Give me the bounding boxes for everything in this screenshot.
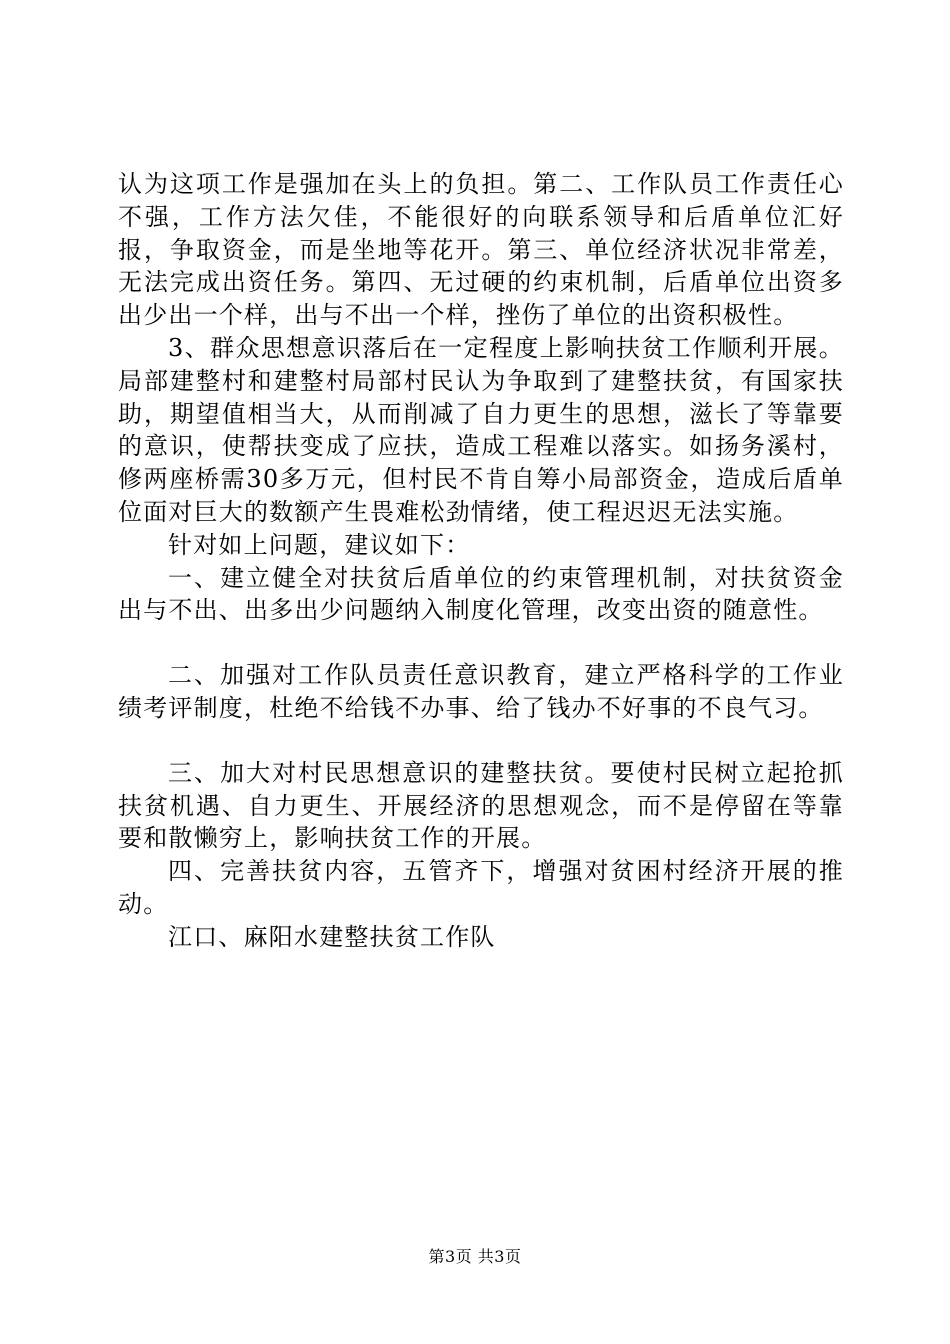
paragraph-suggestions-intro: 针对如上问题，建议如下： (168, 530, 471, 559)
document-body (118, 168, 844, 954)
page-number-footer: 第3页 共3页 (428, 1247, 522, 1266)
paragraph-point-3: 3、群众思想意识落后在一定程度上影响扶贫工作顺利开展。局部建整村和建整村局部村民认为争取到了建整扶贫，有国家扶助，期望值相当大，从而削减了自力更生的思想，滋长了等靠要的意识，使帮扶变成了应扶，造成工程难以落实。如扬务溪村，修两座桥需30多万元，但村民不肯自筹小局部资金，造成后盾单位面对巨大的数额产生畏难松劲情绪，使工程迟迟无法实施。 (118, 333, 844, 526)
paragraph-continuation: 认为这项工作是强加在头上的负担。第二、工作队员工作责任心不强，工作方法欠佳，不能很好的向联系领导和后盾单位汇好报，争取资金，而是坐地等花开。第三、单位经济状况非常差，无法完成出资任务。第四、无过硬的约束机制，后盾单位出资多出少出一个样，出与不出一个样，挫伤了单位的出资积极性。 (118, 170, 844, 330)
paragraph-suggestion-1: 一、建立健全对扶贫后盾单位的约束管理机制，对扶贫资金出与不出、出多出少问题纳入制度化管理，改变出资的随意性。 (118, 563, 844, 625)
paragraph-suggestion-2: 二、加强对工作队员责任意识教育，建立严格科学的工作业绩考评制度，杜绝不给钱不办事、给了钱办不好事的不良气习。 (118, 661, 844, 722)
paragraph-suggestion-4: 四、完善扶贫内容，五管齐下，增强对贫困村经济开展的推动。 (118, 857, 844, 918)
paragraph-suggestion-3: 三、加大对村民思想意识的建整扶贫。要使村民树立起抢抓扶贫机遇、自力更生、开展经济的思想观念，而不是停留在等靠要和散懒穷上，影响扶贫工作的开展。 (118, 758, 844, 853)
paragraph-signature: 江口、麻阳水建整扶贫工作队 (168, 922, 496, 951)
